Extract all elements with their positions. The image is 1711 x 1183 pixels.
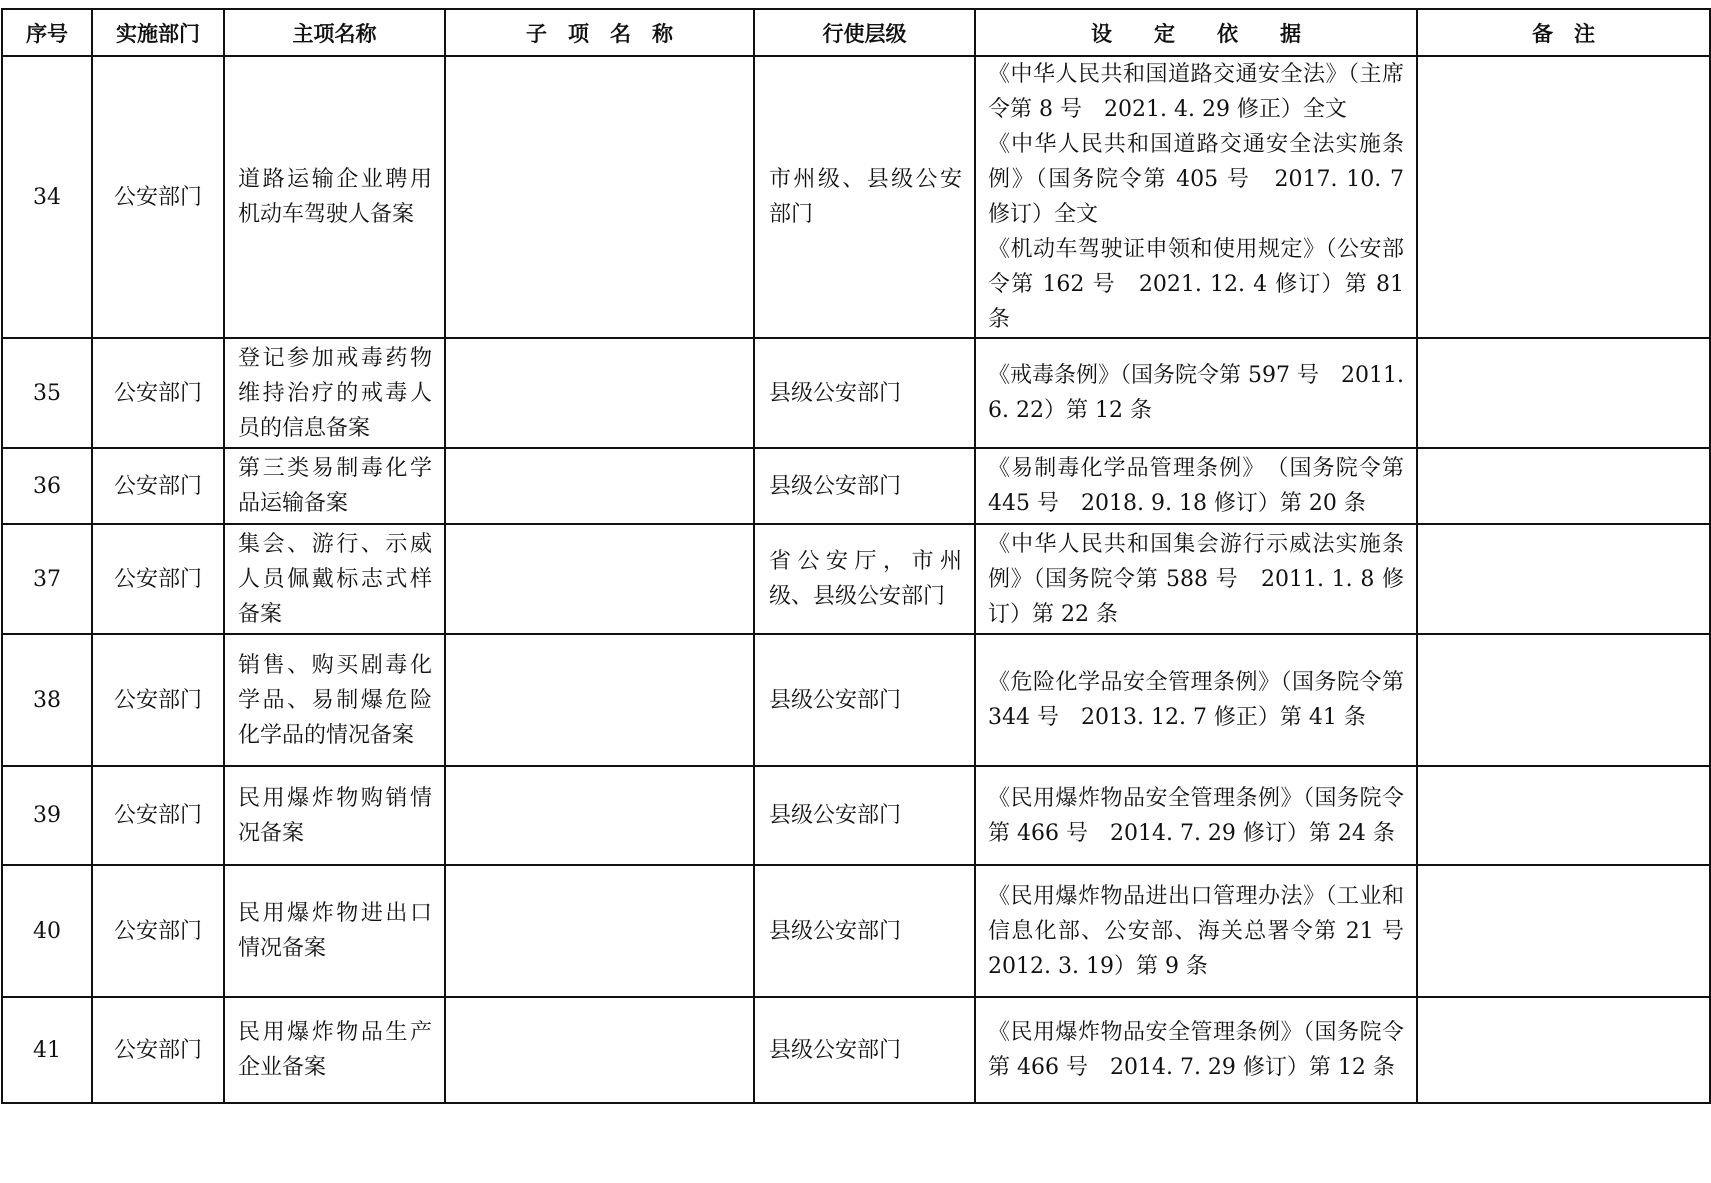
row-remarks xyxy=(1417,766,1710,865)
row-remarks xyxy=(1417,524,1710,634)
basis-line: 《民用爆炸物品进出口管理办法》（工业和信息化部、公安部、海关总署令第 21 号 2012. 3. 19）第 9 条 xyxy=(988,883,1427,979)
table-row xyxy=(2,338,1710,448)
row-main-item: 登记参加戒毒药物维持治疗的戒毒人员的信息备案 xyxy=(224,338,445,448)
row-remarks xyxy=(1417,865,1710,997)
table-row xyxy=(2,766,1710,865)
header-main-item: 主项名称 xyxy=(224,9,445,56)
row-number: 34 xyxy=(2,56,92,338)
row-department: 公安部门 xyxy=(92,448,224,524)
basis-line: 《中华人民共和国道路交通安全法》（主席令第 8 号 2021. 4. 29 修正）全文 xyxy=(988,62,1404,122)
basis-line: 《危险化学品安全管理条例》（国务院令第 344 号 2013. 12. 7 修正）第 41 条 xyxy=(988,670,1404,730)
basis-line: 《民用爆炸物品安全管理条例》（国务院令第 466 号 2014. 7. 29 修订）第 24 条 xyxy=(988,785,1404,846)
row-level: 县级公安部门 xyxy=(754,448,975,524)
table-row xyxy=(2,997,1710,1103)
row-sub-item xyxy=(445,524,754,634)
row-number: 39 xyxy=(2,766,92,865)
row-department: 公安部门 xyxy=(92,997,224,1103)
row-level: 县级公安部门 xyxy=(754,338,975,448)
row-basis xyxy=(975,448,1417,524)
row-level: 县级公安部门 xyxy=(754,766,975,865)
row-level: 县级公安部门 xyxy=(754,997,975,1103)
row-department: 公安部门 xyxy=(92,56,224,338)
row-number: 35 xyxy=(2,338,92,448)
row-basis xyxy=(975,524,1417,634)
header-sub-item: 子 项 名 称 xyxy=(445,9,754,56)
row-remarks xyxy=(1417,56,1710,338)
row-basis xyxy=(975,338,1417,448)
row-level: 市州级、县级公安部门 xyxy=(754,56,975,338)
header-department: 实施部门 xyxy=(92,9,224,56)
row-number: 41 xyxy=(2,997,92,1103)
table-row xyxy=(2,865,1710,997)
row-sub-item xyxy=(445,766,754,865)
row-basis xyxy=(975,56,1417,338)
table-row xyxy=(2,56,1710,338)
row-remarks xyxy=(1417,448,1710,524)
row-number: 38 xyxy=(2,634,92,766)
row-basis xyxy=(975,865,1427,997)
row-basis xyxy=(975,766,1417,865)
row-level: 省公安厅，市州级、县级公安部门 xyxy=(754,524,975,634)
row-main-item: 民用爆炸物品生产企业备案 xyxy=(224,997,445,1103)
row-department: 公安部门 xyxy=(92,338,224,448)
row-main-item: 第三类易制毒化学品运输备案 xyxy=(224,448,445,524)
row-remarks xyxy=(1417,997,1710,1103)
row-sub-item xyxy=(445,634,754,766)
basis-line: 《中华人民共和国集会游行示威法实施条例》（国务院令第 588 号 2011. 1. 8 修订）第 22 条 xyxy=(988,531,1404,627)
basis-line: 《中华人民共和国道路交通安全法实施条例》（国务院令第 405 号 2017. 10. 7 修订）全文 xyxy=(988,132,1404,227)
basis-line: 《戒毒条例》（国务院令第 597 号 2011. 6. 22）第 12 条 xyxy=(988,363,1404,423)
row-basis xyxy=(975,997,1417,1103)
row-number: 40 xyxy=(2,865,92,997)
header-basis: 设 定 依 据 xyxy=(975,9,1417,56)
row-remarks xyxy=(1417,338,1710,448)
header-level: 行使层级 xyxy=(754,9,975,56)
row-sub-item xyxy=(445,448,754,524)
header-remarks: 备 注 xyxy=(1417,9,1710,56)
table-header-row xyxy=(2,9,1710,56)
filing-items-table xyxy=(1,8,1711,1104)
row-department: 公安部门 xyxy=(92,766,224,865)
basis-line: 《易制毒化学品管理条例》 （国务院令第 445 号 2018. 9. 18 修订）第 20 条 xyxy=(988,456,1404,516)
row-main-item: 销售、购买剧毒化学品、易制爆危险化学品的情况备案 xyxy=(224,634,445,766)
basis-line: 《民用爆炸物品安全管理条例》（国务院令第 466 号 2014. 7. 29 修订）第 12 条 xyxy=(988,1020,1404,1080)
table-row xyxy=(2,634,1710,766)
row-department: 公安部门 xyxy=(92,865,224,997)
row-level: 县级公安部门 xyxy=(754,634,975,766)
row-sub-item xyxy=(445,997,754,1103)
row-sub-item xyxy=(445,56,754,338)
row-main-item: 道路运输企业聘用机动车驾驶人备案 xyxy=(224,56,445,338)
row-department: 公安部门 xyxy=(92,524,224,634)
basis-line: 《机动车驾驶证申领和使用规定》（公安部令第 162 号 2021. 12. 4 修订）第 81 条 xyxy=(988,237,1404,332)
row-main-item: 民用爆炸物进出口情况备案 xyxy=(224,865,445,997)
table-row xyxy=(2,448,1710,524)
header-number: 序号 xyxy=(2,9,92,56)
row-department: 公安部门 xyxy=(92,634,224,766)
row-main-item: 民用爆炸物购销情况备案 xyxy=(224,766,445,865)
row-number: 37 xyxy=(2,524,92,634)
table-body xyxy=(2,56,1710,1103)
row-level: 县级公安部门 xyxy=(754,865,975,997)
row-sub-item xyxy=(445,865,754,997)
row-sub-item xyxy=(445,338,754,448)
row-main-item: 集会、游行、示威人员佩戴标志式样备案 xyxy=(224,524,445,634)
row-number: 36 xyxy=(2,448,92,524)
filing-items-table-container xyxy=(1,8,1711,1104)
table-row xyxy=(2,524,1710,634)
row-basis xyxy=(975,634,1417,766)
row-remarks xyxy=(1417,634,1710,766)
